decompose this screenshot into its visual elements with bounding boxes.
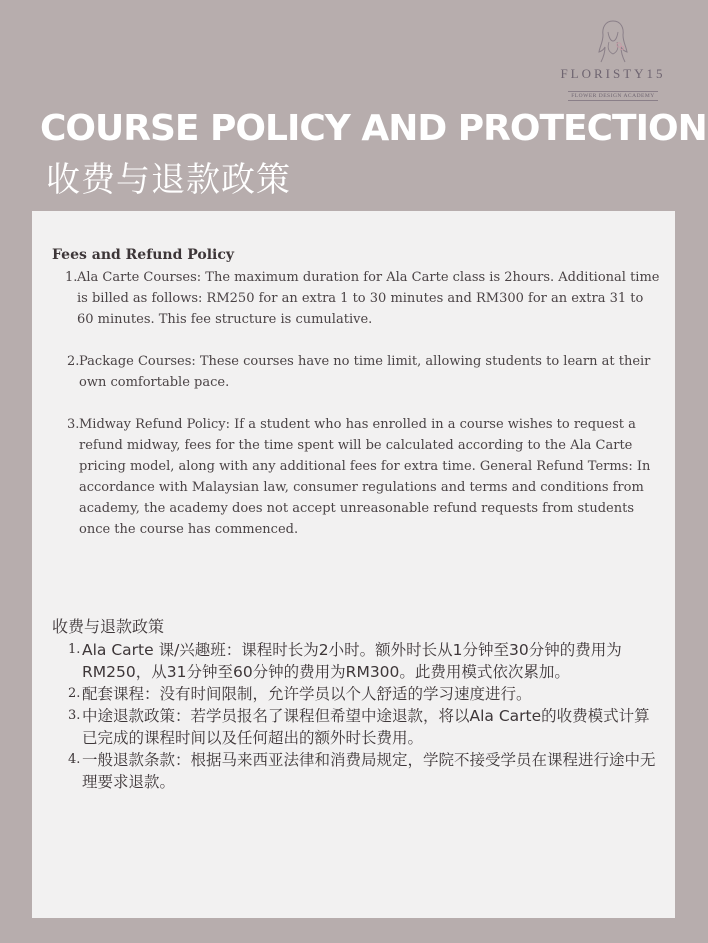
list-number: 3. <box>68 708 81 723</box>
list-item <box>52 267 662 330</box>
logo-subtitle: FLOWER DESIGN ACADEMY <box>568 91 658 101</box>
logo-name: FLORISTY15 <box>560 66 666 81</box>
list-number: 2. <box>67 354 80 369</box>
list-text: Ala Carte Courses: The maximum duration for Ala Carte class is 2hours. Additional time is billed as follows: RM250 for an extra 1 to 30 minutes and RM300 for an extra 31 to 60 minutes. This fee structure is cumulative. <box>77 270 660 327</box>
academy-logo <box>548 18 678 101</box>
list-item <box>52 749 662 793</box>
page-title-english: COURSE POLICY AND PROTECTION <box>40 108 707 149</box>
list-item <box>52 705 662 749</box>
list-number: 1. <box>68 642 81 657</box>
page-title-chinese: 收费与退款政策 <box>46 160 291 200</box>
list-text: 配套课程：没有时间限制，允许学员以个人舒适的学习速度进行。 <box>82 685 532 703</box>
list-item <box>52 414 662 540</box>
chinese-policy-section <box>52 614 662 793</box>
list-text: Midway Refund Policy: If a student who has enrolled in a course wishes to request a refund midway, fees for the time spent will be calculated according to the Ala Carte pricing model, along with any additional fees for extra time. General Refund Terms: In accordance with Malaysian law, consumer regulations and terms and conditions from academy, the academy does not accept unreasonable refund requests from students once the course has commenced. <box>79 417 651 537</box>
list-number: 1. <box>65 270 78 285</box>
list-text: 中途退款政策：若学员报名了课程但希望中途退款，将以Ala Carte的收费模式计算已完成的课程时间以及任何超出的额外时长费用。 <box>82 707 650 747</box>
woman-silhouette-icon <box>596 18 630 64</box>
chinese-policy-heading: 收费与退款政策 <box>52 617 165 636</box>
list-text: 一般退款条款：根据马来西亚法律和消费局规定，学院不接受学员在课程进行途中无理要求退款。 <box>82 751 656 791</box>
list-item <box>52 683 662 705</box>
list-text: Package Courses: These courses have no time limit, allowing students to learn at their own comfortable pace. <box>79 354 651 390</box>
list-item <box>52 351 662 393</box>
list-number: 2. <box>68 686 81 701</box>
list-item <box>52 639 662 683</box>
policy-card <box>32 211 675 918</box>
list-number: 3. <box>67 417 80 432</box>
list-text: Ala Carte 课/兴趣班：课程时长为2小时。额外时长从1分钟至30分钟的费用为RM250，从31分钟至60分钟的费用为RM300。此费用模式依次累加。 <box>82 641 622 681</box>
english-policy-heading: Fees and Refund Policy <box>52 247 235 263</box>
list-number: 4. <box>68 752 81 767</box>
english-policy-section <box>52 247 662 540</box>
